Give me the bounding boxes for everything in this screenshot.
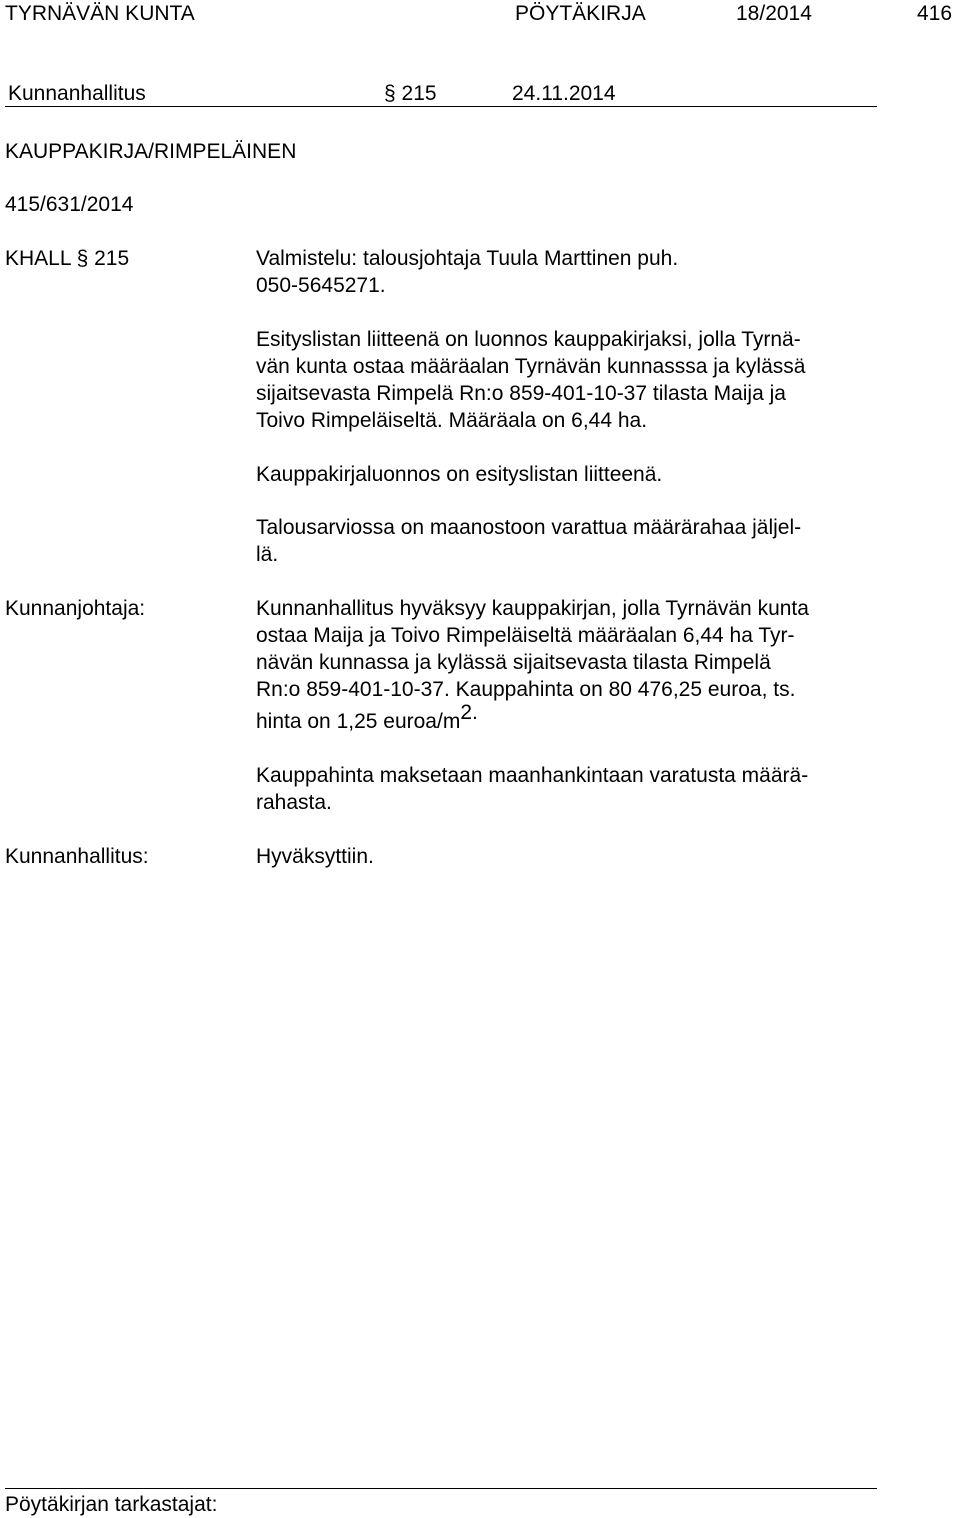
meeting-section: § 215 bbox=[384, 82, 437, 105]
document-number: 18/2014 bbox=[736, 2, 812, 25]
paragraph-line: Toivo Rimpeläiseltä. Määräala on 6,44 ha. bbox=[256, 409, 648, 432]
paragraph-budget bbox=[256, 514, 896, 568]
document-type: PÖYTÄKIRJA bbox=[515, 2, 646, 25]
price-per-area-text: hinta on 1,25 euroa/m bbox=[256, 710, 461, 733]
decision-label: Kunnanhallitus: bbox=[5, 845, 149, 868]
header-divider bbox=[5, 106, 877, 107]
proposal-text bbox=[256, 595, 896, 703]
paragraph-description bbox=[256, 326, 896, 434]
decision-text: Hyväksyttiin. bbox=[256, 845, 374, 868]
record-number: 415/631/2014 bbox=[5, 193, 134, 216]
preparation-note bbox=[256, 245, 896, 299]
paragraph-line: Talousarviossa on maanostoon varattua määrärahaa jäljel- bbox=[256, 516, 802, 539]
paragraph-line: Kauppakirjaluonnos on esityslistan liitteenä. bbox=[256, 463, 663, 486]
paragraph-line: Esityslistan liitteenä on luonnos kauppakirjaksi, jolla Tyrnä- bbox=[256, 328, 801, 351]
payment-line: rahasta. bbox=[256, 791, 332, 814]
proposal-line: nävän kunnassa ja kylässä sijaitsevasta tilasta Rimpelä bbox=[256, 651, 771, 674]
proposal-line: Kunnanhallitus hyväksyy kauppakirjan, jolla Tyrnävän kunta bbox=[256, 597, 809, 620]
meeting-date: 24.11.2014 bbox=[512, 82, 616, 105]
page-number: 416 bbox=[917, 2, 953, 25]
paragraph-attachment bbox=[256, 461, 896, 488]
khall-section-label: KHALL § 215 bbox=[5, 247, 130, 270]
municipality-name: TYRNÄVÄN KUNTA bbox=[5, 2, 195, 25]
payment-line: Kauppahinta maksetaan maanhankintaan varatusta määrä- bbox=[256, 764, 809, 787]
proposal-line: ostaa Maija ja Toivo Rimpeläiseltä määräalan 6,44 ha Tyr- bbox=[256, 624, 795, 647]
square-superscript: 2. bbox=[460, 701, 478, 724]
payment-note bbox=[256, 762, 896, 816]
price-per-area-line bbox=[256, 701, 478, 735]
item-title: KAUPPAKIRJA/RIMPELÄINEN bbox=[5, 140, 297, 163]
paragraph-line: sijaitsevasta Rimpelä Rn:o 859-401-10-37 tilasta Maija ja bbox=[256, 382, 786, 405]
meeting-body: Kunnanhallitus bbox=[8, 82, 146, 105]
proposal-line: Rn:o 859-401-10-37. Kauppahinta on 80 476,25 euroa, ts. bbox=[256, 678, 796, 701]
checkers-label: Pöytäkirjan tarkastajat: bbox=[5, 1493, 218, 1516]
proposal-label: Kunnanjohtaja: bbox=[5, 597, 146, 620]
paragraph-line: vän kunta ostaa määräalan Tyrnävän kunnasssa ja kylässä bbox=[256, 355, 806, 378]
preparation-line: 050-5645271. bbox=[256, 274, 386, 297]
preparation-line: Valmistelu: talousjohtaja Tuula Marttinen puh. bbox=[256, 247, 679, 270]
footer-divider bbox=[5, 1488, 877, 1489]
paragraph-line: lä. bbox=[256, 543, 279, 566]
